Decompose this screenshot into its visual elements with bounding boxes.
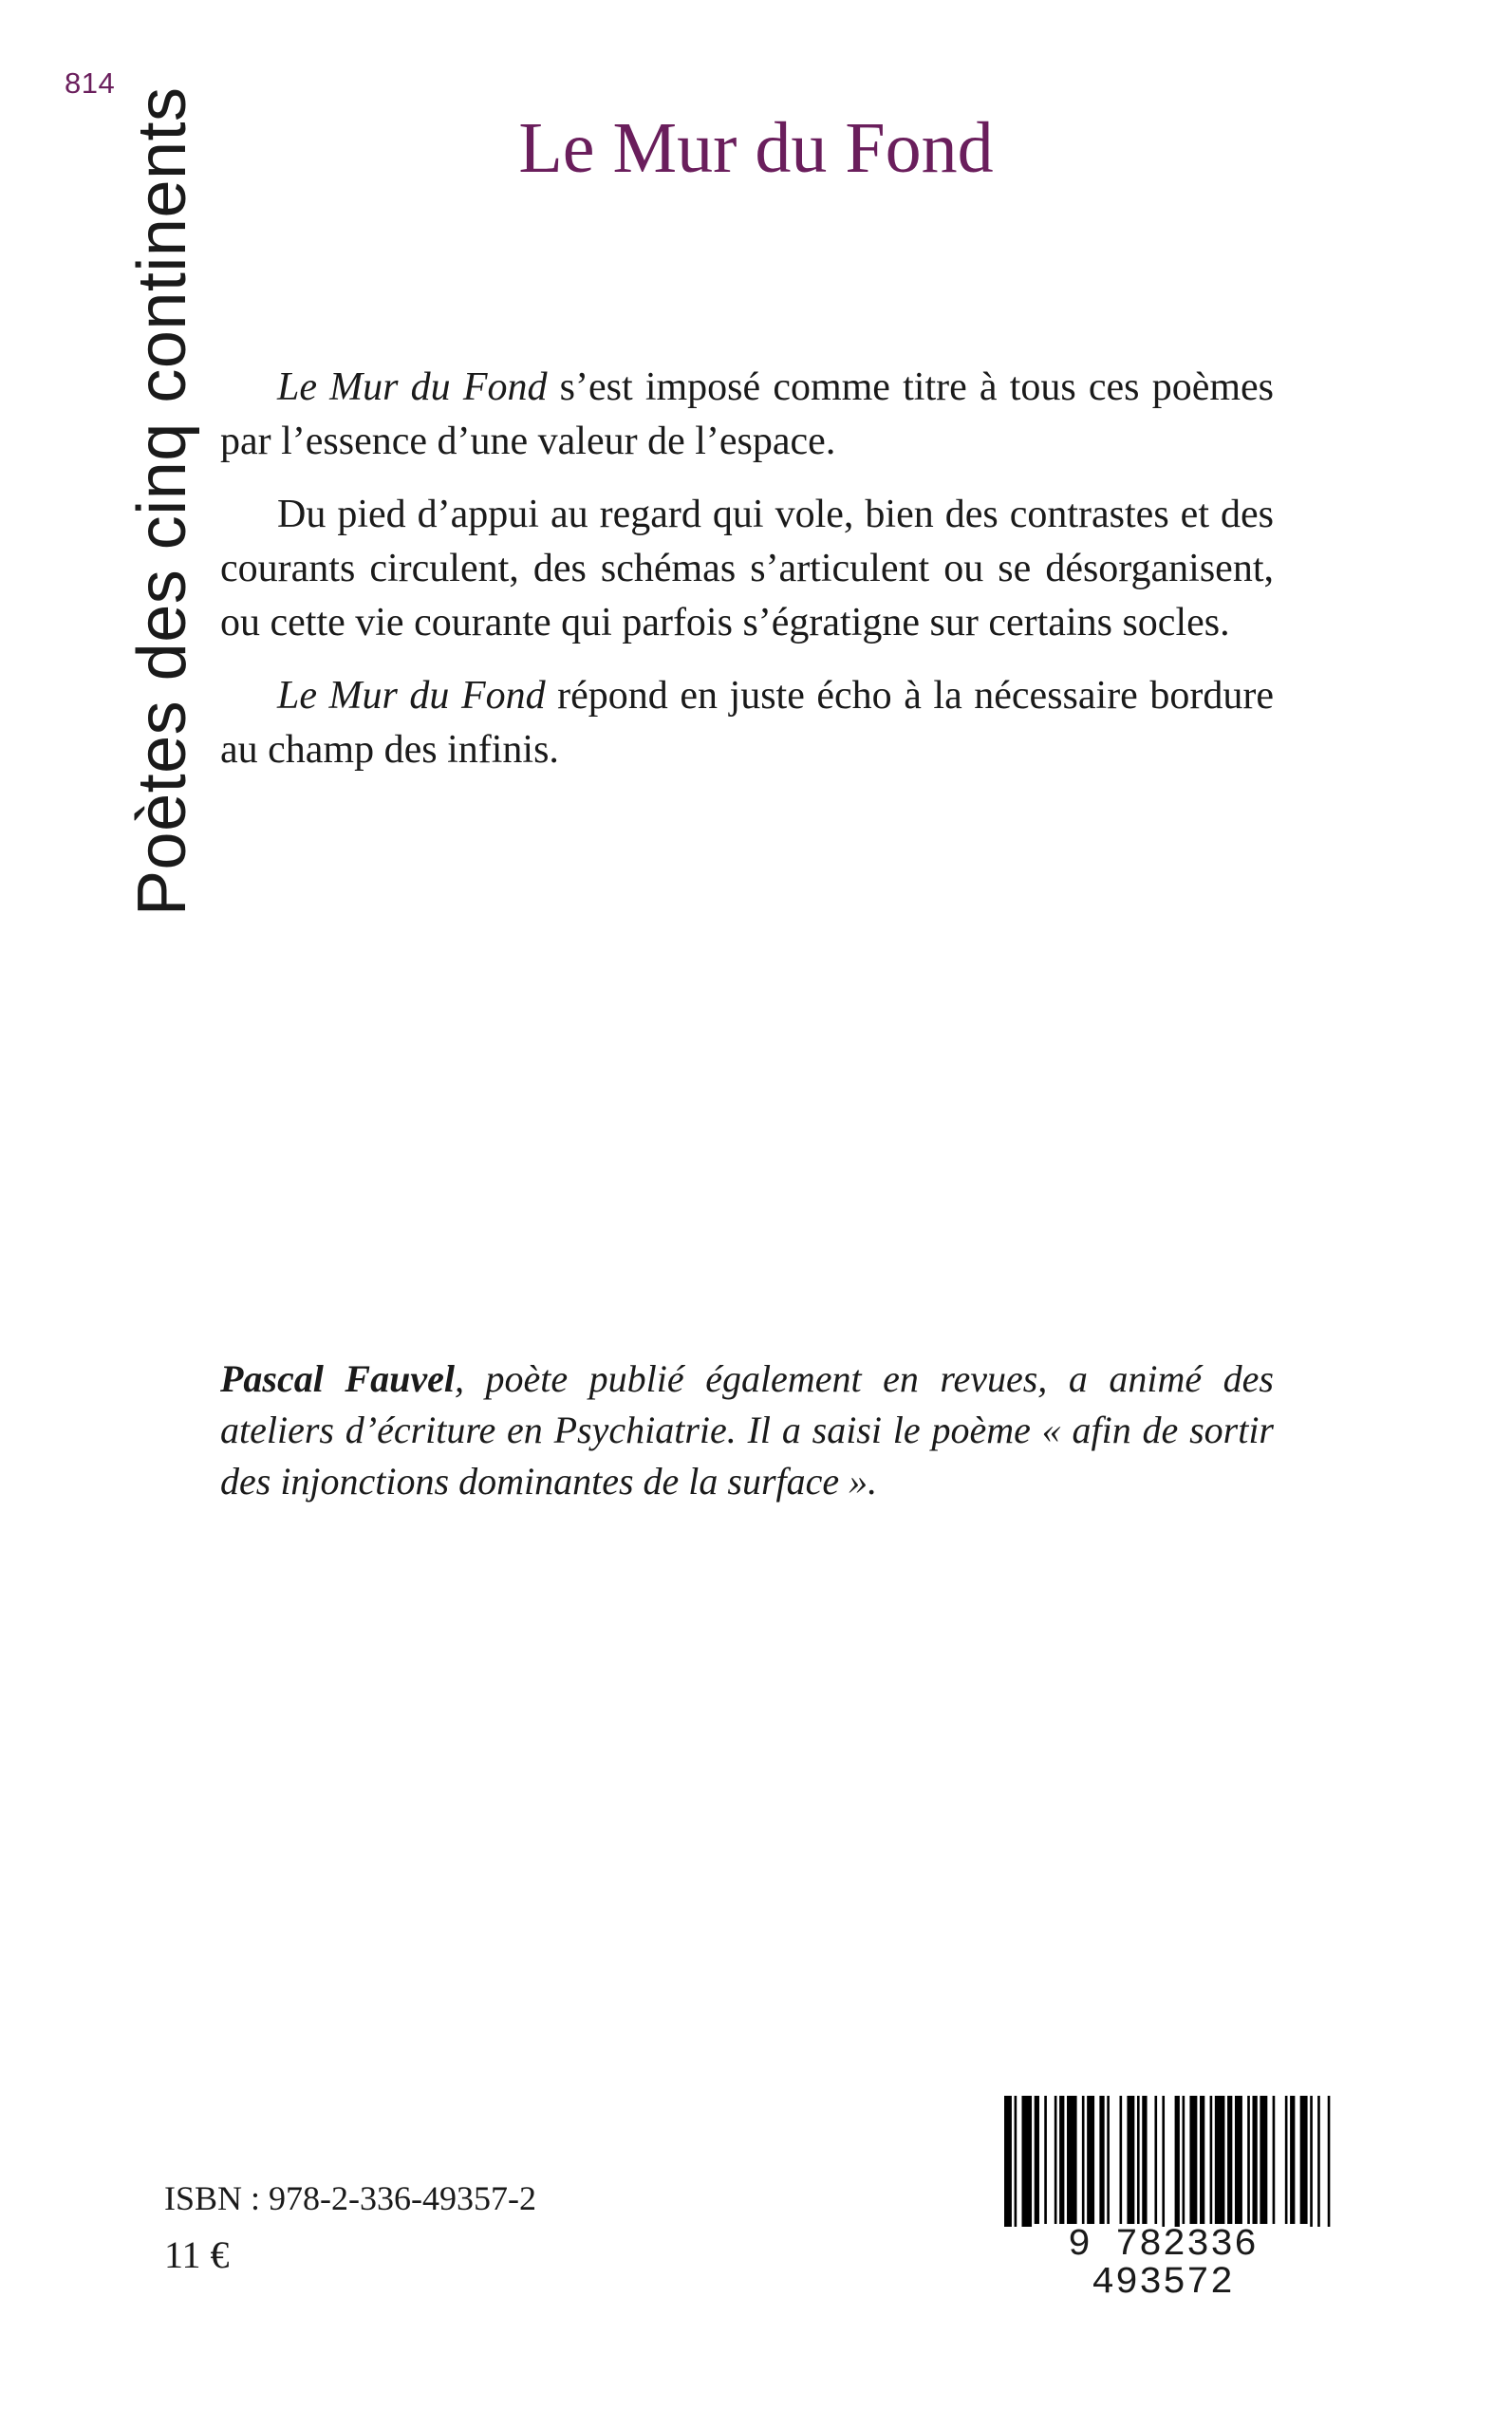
book-title-text: Le Mur du Fond [518, 108, 994, 188]
author-bio-text: , poète publié également en revues, a animé des ateliers d’écriture en Psychiatrie. Il a saisi le poème « afin de sortir des injonctions dominantes de la surface ». [220, 1357, 1275, 1503]
blurb-paragraph-3 [220, 669, 1274, 777]
barcode-bar [1059, 2096, 1064, 2224]
blurb-paragraph-3-text: répond en juste écho à la nécessaire bordure au champ des infinis. [220, 674, 1274, 772]
author-bio [220, 1354, 1274, 1507]
barcode-bar [1067, 2096, 1077, 2224]
barcode-bar [1260, 2096, 1267, 2224]
barcode-bar [1189, 2096, 1197, 2224]
blurb-title-italic-2: Le Mur du Fond [277, 674, 546, 718]
blurb-title-italic: Le Mur du Fond [277, 365, 548, 409]
barcode-bar [1285, 2096, 1288, 2224]
isbn: ISBN : 978-2-336-49357-2 [164, 2179, 536, 2217]
barcode-bar [1082, 2096, 1085, 2224]
barcode-bar [1107, 2096, 1110, 2224]
barcode-bar [1252, 2096, 1257, 2224]
barcode-bar [1273, 2096, 1276, 2224]
blurb-paragraph-1-text: s’est imposé comme titre à tous ces poèmes par l’essence d’une valeur de l’espace. [220, 365, 1274, 463]
barcode-digits: 9 782336 493572 [987, 2227, 1338, 2303]
barcode-bar [1154, 2096, 1157, 2224]
barcode-bar [1087, 2096, 1094, 2224]
collection-number: 814 [65, 66, 116, 100]
barcode-bar [1035, 2096, 1039, 2224]
barcode-bar [1210, 2096, 1213, 2224]
barcode-bar [1120, 2096, 1123, 2224]
barcode-bar [1215, 2096, 1225, 2224]
barcode-bar [1099, 2096, 1104, 2224]
blurb [220, 361, 1274, 796]
barcode-bar [1142, 2096, 1147, 2224]
barcode-bar [1235, 2096, 1242, 2224]
book-title [0, 108, 1512, 188]
barcode-bar [1227, 2096, 1232, 2224]
barcode-bar [1137, 2096, 1140, 2224]
barcode-bar [1055, 2096, 1057, 2224]
barcode-bar [1183, 2096, 1185, 2224]
author-name: Pascal Fauvel [220, 1357, 455, 1400]
blurb-paragraph-2: Du pied d’appui au regard qui vole, bien des contrastes et des courants circulent, des schémas s’articulent ou se désorganisent, ou cette vie courante qui parfois s’égratigne sur certains socles. [220, 493, 1274, 644]
price: 11 € [164, 2233, 230, 2276]
series-name: Poètes des cinq continents [124, 86, 200, 916]
barcode-bar [1127, 2096, 1134, 2224]
barcode-bar [1300, 2096, 1308, 2224]
blurb-paragraph-1 [220, 361, 1274, 469]
barcode-bar [1247, 2096, 1250, 2224]
barcode-bar [1290, 2096, 1295, 2224]
barcode-bar [1200, 2096, 1204, 2224]
barcode-bar [1044, 2096, 1047, 2224]
